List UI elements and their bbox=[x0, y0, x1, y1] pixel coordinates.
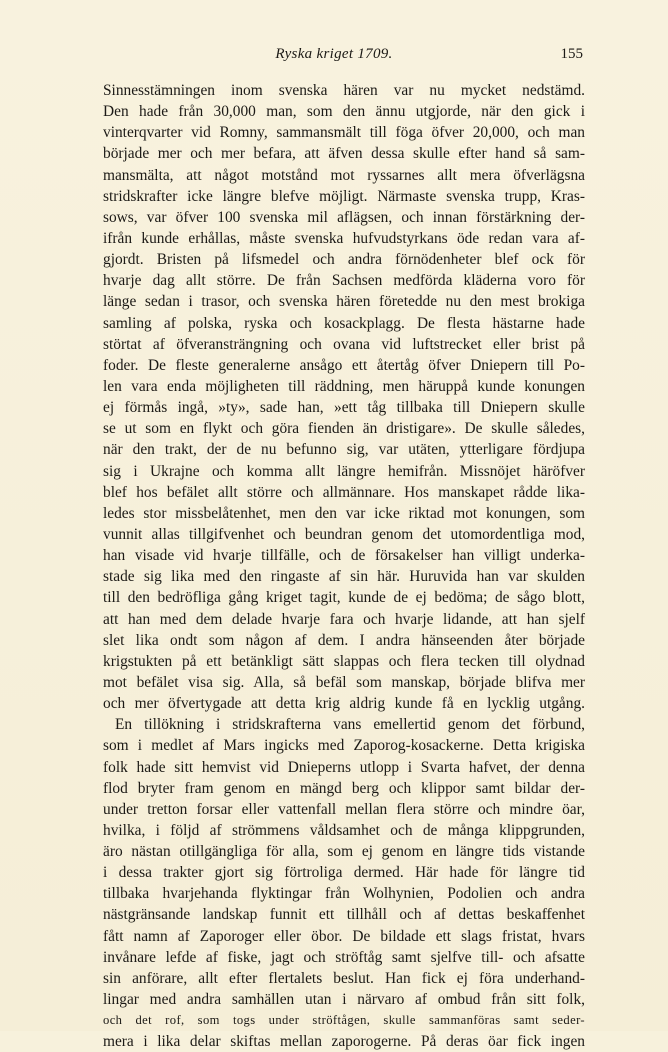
text-line: sows, var öfver 100 svenska mil aflägsen, och innan förstärkning der- bbox=[103, 208, 585, 226]
text-line: stridskrafter icke längre blefve möjligt. Närmaste svenska trupp, Kras- bbox=[103, 187, 585, 205]
text-line: mot befälet visa sig. Alla, så befäl som manskap, började blifva mer bbox=[103, 673, 585, 691]
text-line: folk hade sitt hemvist vid Dnieperns utlopp i Svarta hafvet, der denna bbox=[103, 758, 585, 776]
text-line: började mer och mer befara, att äfven dessa skulle efter hand så sam- bbox=[103, 145, 585, 163]
text-line: i dessa trakter gjort sig förtroliga dermed. Här hade för längre tid bbox=[103, 864, 585, 882]
text-line: sin anförare, allt efter flertalets beslut. Han fick ej föra underhand- bbox=[103, 969, 585, 987]
text-line: sig i Ukrajne och komma allt längre hemifrån. Missnöjet häröfver bbox=[103, 462, 585, 480]
text-line: stade sig lika med den ringaste af sin här. Huruvida han var skulden bbox=[103, 568, 585, 586]
text-line: äro nästan otillgängliga för alla, som ej genom en längre tids vistande bbox=[103, 843, 585, 861]
text-line: störtat af öfveransträngning och ovana vid luftstrecket eller brist på bbox=[103, 335, 585, 353]
text-line-paragraph-start: En tillökning i stridskrafterna vans emellertid genom det förbund, bbox=[115, 716, 585, 734]
text-line: gjordt. Bristen på lifsmedel och andra förnödenheter blef ock för bbox=[103, 251, 585, 269]
text-line: lingar med andra samhällen utan i närvaro af ombud från sitt folk, bbox=[103, 991, 585, 1009]
running-title: Ryska kriget 1709. bbox=[275, 46, 393, 62]
text-line: blef hos befälet allt större och allmännare. Hos manskapet rådde lika- bbox=[103, 483, 585, 501]
page-header bbox=[0, 46, 668, 70]
text-line: när den trakt, der de nu befunno sig, var utäten, ytterligare fördjupa bbox=[103, 441, 585, 459]
text-line: slet lika ondt som någon af dem. I andra hänseenden åter började bbox=[103, 631, 585, 649]
text-line: Sinnesstämningen inom svenska hären var nu mycket nedstämd. bbox=[103, 82, 585, 99]
text-line: vinterqvarter vid Romny, sammansmält till föga öfver 20,000, och man bbox=[103, 124, 585, 142]
text-line: ifrån kunde erhållas, måste svenska hufvudstyrkans öde redan vara af- bbox=[103, 229, 585, 247]
text-line: ej förmås ingå, »ty», sade han, »ett tåg tillbaka till Dniepern skulle bbox=[103, 399, 585, 417]
text-line: fått namn af Zaporoger eller öbor. De bildade ett slags fristat, hvars bbox=[103, 927, 585, 945]
body-text bbox=[103, 80, 585, 1052]
text-line-small: och det rof, som togs under ströftågen, skulle sammanföras samt seder- bbox=[103, 1013, 585, 1028]
text-line: tillbaka hvarjehanda flyktingar från Wolhynien, Podolien och andra bbox=[103, 885, 585, 903]
text-line: Den hade från 30,000 man, som den ännu utgjorde, när den gick i bbox=[103, 103, 585, 121]
page-number: 155 bbox=[560, 46, 583, 62]
text-line: länge sedan i trasor, och svenska hären företedde nu den mest brokiga bbox=[103, 293, 585, 311]
text-line: och mer öfvertygade att detta krig aldrig kunde få en lycklig utgång. bbox=[103, 695, 585, 713]
text-line: hvarje dag allt större. De från Sachsen medförda kläderna voro för bbox=[103, 272, 585, 290]
text-line: krigstukten på ett betänkligt sätt slappas och flera tecken till olydnad bbox=[103, 652, 585, 670]
text-line: att han med dem delade hvarje fara och hvarje lidande, att han sjelf bbox=[103, 610, 585, 628]
text-line: till den bedröfliga gång kriget tagit, kunde de ej bedöma; de sågo blott, bbox=[103, 589, 585, 607]
text-line: se ut som en flykt och göra fienden än dristigare». De skulle således, bbox=[103, 420, 585, 438]
text-line: han visade vid hvarje tillfälle, och de försakelser han villigt underka- bbox=[103, 547, 585, 565]
text-line: samling af polska, ryska och kosackplagg. De flesta hästarne hade bbox=[103, 314, 585, 332]
text-line: foder. De fleste generalerne ansågo ett återtåg öfver Dniepern till Po- bbox=[103, 356, 585, 374]
text-line: flod bryter fram genom en mängd berg och klippor samt bildar der- bbox=[103, 779, 585, 797]
text-line: hvilka, i följd af strömmens våldsamhet och de många klippgrunden, bbox=[103, 821, 585, 839]
text-line: ledes stor missbelåtenhet, men den var icke riktad mot konungen, som bbox=[103, 504, 585, 522]
text-line: invånare lefde af fiske, jagt och ströftåg samt sjelfve till- och afsatte bbox=[103, 948, 585, 966]
text-line: som i medlet af Mars ingicks med Zaporog-kosackerne. Detta krigiska bbox=[103, 737, 585, 755]
text-line: mansmälta, att något motstånd mot ryssarnes allt mera öfverlägsna bbox=[103, 166, 585, 184]
text-line: len vara enda möjligheten till räddning, men häruppå kunde konungen bbox=[103, 377, 585, 395]
text-line: vunnit allas tillgifvenhet och beundran genom det utomordentliga mod, bbox=[103, 525, 585, 543]
text-line-last: mera i lika delar skiftas mellan zaporogerne. På deras öar fick ingen bbox=[103, 1033, 585, 1051]
text-line: under tretton forsar eller vattenfall mellan flera större och mindre öar, bbox=[103, 800, 585, 818]
text-line: nästgränsande landskap funnit ett tillhåll och af dettas beskaffenhet bbox=[103, 906, 585, 924]
